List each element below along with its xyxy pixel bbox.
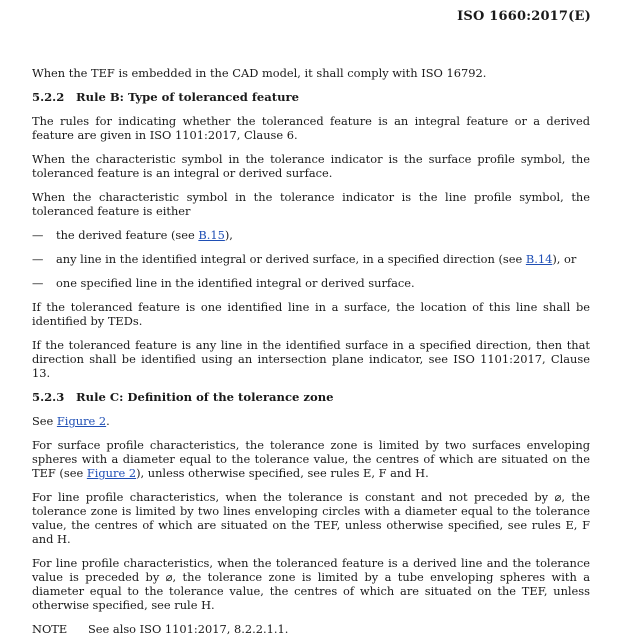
- list-item-text-part: the derived feature (see: [56, 228, 199, 242]
- list-item-text: [56, 228, 233, 242]
- paragraph: When the characteristic symbol in the tolerance indicator is the surface profile symbol, the toleranced feature is an integral or derived surface.: [32, 152, 590, 180]
- figure-2-link[interactable]: Figure 2: [56, 414, 107, 428]
- list-item-text-part: ), or: [552, 252, 577, 266]
- section-number: 5.2.2: [32, 90, 65, 104]
- list-item: [32, 228, 590, 242]
- list-item-text-part: ),: [224, 228, 233, 242]
- section-title: Rule B: Type of toleranced feature: [76, 90, 300, 104]
- paragraph: If the toleranced feature is any line in the identified surface in a specified direction, then that direction shall be identified using an intersection plane indicator, see ISO 1101:2017, Clause 13.: [32, 338, 590, 380]
- see-figure-paragraph: [32, 414, 590, 428]
- list-dash: —: [32, 252, 44, 266]
- note-label: NOTE: [32, 622, 68, 636]
- list-item: [32, 252, 590, 266]
- note: [32, 622, 590, 636]
- intro-paragraph: When the TEF is embedded in the CAD model, it shall comply with ISO 16792.: [32, 66, 487, 80]
- list-item-text: [56, 252, 576, 266]
- paragraph: If the toleranced feature is one identified line in a surface, the location of this line shall be identified by TEDs.: [32, 300, 590, 328]
- section-number: 5.2.3: [32, 390, 65, 404]
- section-heading-5-2-2: [32, 90, 590, 104]
- list-dash: —: [32, 276, 44, 290]
- paragraph: The rules for indicating whether the toleranced feature is an integral feature or a derived feature are given in ISO 1101:2017, Clause 6.: [32, 114, 590, 142]
- reference-link-b14[interactable]: B.14: [525, 252, 553, 266]
- paragraph: When the characteristic symbol in the tolerance indicator is the line profile symbol, the toleranced feature is either: [32, 190, 590, 218]
- list-item-text: one specified line in the identified integral or derived surface.: [56, 276, 415, 290]
- section-heading-5-2-3: [32, 390, 590, 404]
- list-item: [32, 276, 590, 290]
- figure-2-link[interactable]: Figure 2: [86, 466, 137, 480]
- document-body: [32, 66, 590, 636]
- paragraph: [32, 438, 590, 480]
- reference-link-b15[interactable]: B.15: [198, 228, 225, 242]
- list-dash: —: [32, 228, 44, 242]
- document-header-standard: ISO 1660:2017(E): [457, 9, 591, 24]
- note-text: See also ISO 1101:2017, 8.2.2.1.1.: [88, 622, 289, 636]
- paragraph: For line profile characteristics, when the toleranced feature is a derived line and the tolerance value is preceded by ⌀, the tolerance zone is limited by a tube enveloping spheres with a diameter equal to the tolerance value, the centres of which are situated on the TEF, unless otherwise specified, see rule H.: [32, 556, 590, 612]
- paragraph-text-part: For surface profile characteristics, the tolerance zone is limited by two surfaces enveloping spheres with a diameter equal to the tolerance value, the centres of which are situated on the TEF (see: [32, 438, 590, 480]
- paragraph: For line profile characteristics, when the tolerance is constant and not preceded by ⌀, the tolerance zone is limited by two lines enveloping circles with a diameter equal to the tolerance value, the centres of which are situated on the TEF, unless otherwise specified, see rules E, F and H.: [32, 490, 590, 546]
- section-title: Rule C: Definition of the tolerance zone: [76, 390, 334, 404]
- paragraph-text-part: See: [32, 414, 57, 428]
- paragraph-text-part: .: [106, 414, 110, 428]
- paragraph-text-part: ), unless otherwise specified, see rules E, F and H.: [136, 466, 429, 480]
- list-item-text-part: any line in the identified integral or derived surface, in a specified direction (see: [56, 252, 526, 266]
